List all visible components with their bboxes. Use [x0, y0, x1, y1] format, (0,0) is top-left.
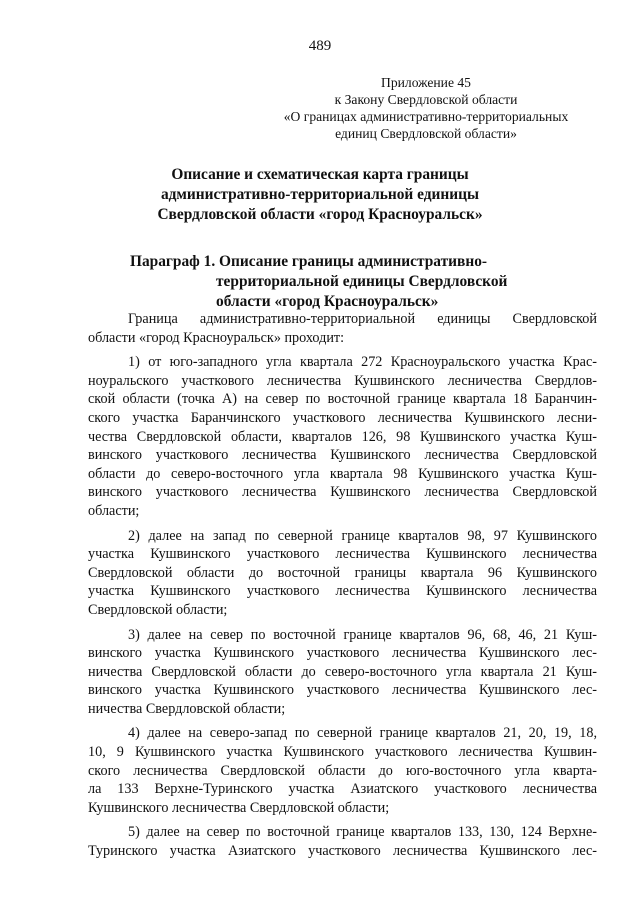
document-title	[0, 165, 640, 225]
text-line: винского участка Кушвинского участкового лесничества Кушвинского лес-	[88, 682, 597, 699]
boundary-item-3	[88, 626, 597, 719]
text-line: чества Свердловской области, кварталов 126, 98 Кушвинского участка Куш-	[88, 428, 597, 445]
intro-paragraph	[88, 310, 597, 347]
heading-line: области «город Красноуральск»	[216, 293, 439, 310]
text-line: ла 133 Верхне-Туринского участка Азиатского участкового лесничества	[88, 781, 597, 798]
title-line: административно-территориальной единицы	[160, 186, 480, 203]
text-line: Свердловской области;	[88, 601, 228, 618]
text-line: 5) далее на север по восточной границе кварталов 133, 130, 124 Верхне-	[128, 824, 597, 841]
text-line: Кушвинского лесничества Свердловской области;	[88, 799, 390, 816]
text-line: ничества Свердловской области;	[88, 700, 286, 717]
text-line: винского участка Кушвинского участкового лесничества Кушвинского лес-	[88, 645, 597, 662]
boundary-item-4	[88, 724, 597, 817]
appendix-block	[266, 74, 586, 142]
text-line: области до северо-восточного угла квартала 98 Кушвинского участка Куш-	[88, 465, 597, 482]
text-line: области «город Красноуральск» проходит:	[88, 329, 345, 346]
title-line: Свердловской области «город Красноуральск»	[157, 206, 483, 223]
text-line: участка Кушвинского участкового лесничества Кушвинского лесничества	[88, 546, 597, 563]
text-line: Граница административно-территориальной единицы Свердловской	[128, 311, 597, 327]
heading-line: территориальной единицы Свердловской	[216, 273, 508, 290]
text-line: ской области (точка А) на север по восточной границе квартала 18 Баранчин-	[88, 391, 597, 408]
text-line: ничества Свердловской области до северо-восточного угла квартала 21 Куш-	[88, 663, 597, 680]
appendix-line: Приложение 45	[381, 75, 471, 90]
appendix-line: к Закону Свердловской области	[334, 92, 518, 107]
appendix-line: «О границах административно-территориальных	[283, 109, 569, 124]
text-line: Свердловской области до восточной границы квартала 96 Кушвинского	[88, 564, 597, 581]
boundary-item-1	[88, 353, 597, 520]
text-line: ского участка Баранчинского участкового лесничества Кушвинского лесни-	[88, 409, 597, 426]
text-line: ского лесничества Свердловской области до юго-восточного угла кварта-	[88, 762, 597, 779]
boundary-item-5	[88, 823, 597, 860]
title-line: Описание и схематическая карта границы	[171, 166, 469, 183]
body-text	[88, 310, 597, 867]
paragraph-heading	[130, 252, 590, 312]
page-number: 489	[308, 38, 332, 54]
text-line: Туринского участка Азиатского участкового лесничества Кушвинского лес-	[88, 843, 597, 860]
boundary-item-2	[88, 527, 597, 620]
text-line: 10, 9 Кушвинского участка Кушвинского участкового лесничества Кушвин-	[88, 744, 597, 761]
text-line: участка Кушвинского участкового лесничества Кушвинского лесничества	[88, 583, 597, 600]
text-line: винского участкового лесничества Кушвинского лесничества Свердловской	[88, 447, 597, 464]
text-line: ноуральского участкового лесничества Кушвинского лесничества Свердлов-	[88, 372, 597, 389]
text-line: винского участкового лесничества Кушвинского лесничества Свердловской	[88, 484, 597, 501]
text-line: 2) далее на запад по северной границе кварталов 98, 97 Кушвинского	[128, 527, 597, 544]
appendix-line: единиц Свердловской области»	[335, 126, 517, 141]
text-line: области;	[88, 502, 140, 519]
text-line: 4) далее на северо-запад по северной границе кварталов 21, 20, 19, 18,	[128, 725, 597, 742]
text-line: 3) далее на север по восточной границе кварталов 96, 68, 46, 21 Куш-	[128, 626, 597, 643]
heading-line: Параграф 1. Описание границы административно-	[130, 253, 488, 270]
text-line: 1) от юго-западного угла квартала 272 Красноуральского участка Крас-	[128, 354, 597, 371]
